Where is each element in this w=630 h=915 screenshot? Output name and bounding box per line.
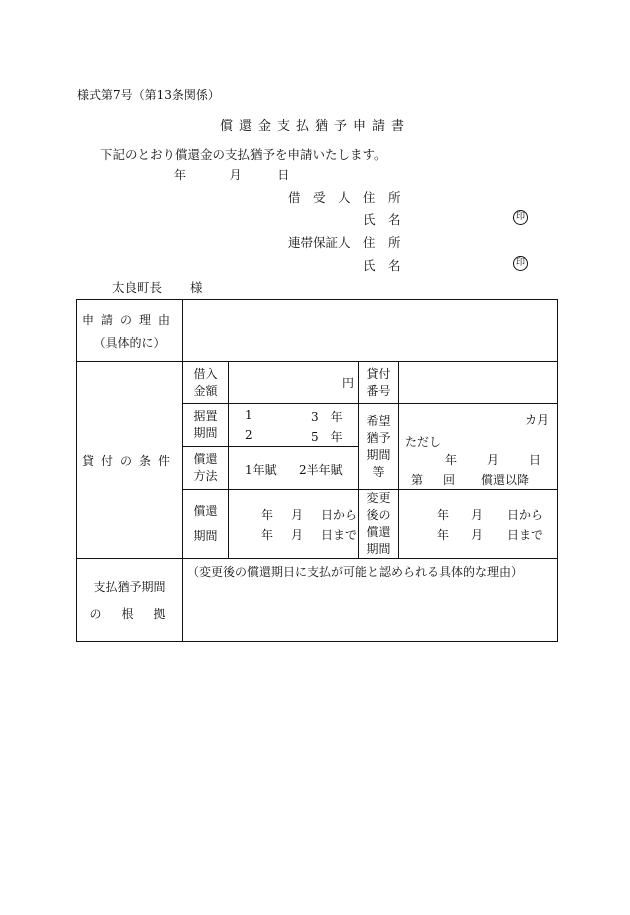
- grounds-input-cell[interactable]: [183, 559, 558, 642]
- spacer: [183, 520, 228, 528]
- installment-kai: 回: [443, 472, 456, 487]
- borrower-name-label: 氏 名: [363, 212, 401, 227]
- changed-until-year: 年: [437, 528, 450, 542]
- grace-option-2: 2: [245, 428, 253, 442]
- repay-method-yearly: 1年賦: [245, 463, 277, 477]
- repay-method-options[interactable]: [229, 447, 359, 490]
- changed-from-label: 日から: [507, 508, 544, 522]
- repay-until-label: 日まで: [321, 528, 358, 542]
- however-label: ただし: [405, 434, 442, 449]
- document-title: 償還金支払猶予申請書: [219, 119, 410, 134]
- conditions-label: 貸付の条件: [77, 362, 183, 559]
- borrower-address-label: 住 所: [363, 190, 401, 205]
- date-year: 年: [174, 168, 187, 182]
- guarantor-address-label: 住 所: [363, 235, 401, 250]
- grounds-label-line1: 支払猶予期間: [93, 580, 166, 594]
- guarantor-label: 連帯保証人: [288, 235, 351, 250]
- application-date: [174, 166, 289, 183]
- repay-method-label-line2: 方法: [193, 469, 218, 483]
- addressee-name: 太良町長: [112, 280, 163, 295]
- repay-until-year: 年: [261, 528, 274, 542]
- borrower-label: 借 受 人: [288, 190, 351, 205]
- deferral-year: 年: [445, 452, 458, 467]
- loan-amount-label: [183, 362, 229, 404]
- repay-from-year: 年: [261, 508, 274, 522]
- loan-number-input[interactable]: [399, 362, 558, 404]
- repay-period-input[interactable]: [229, 490, 359, 559]
- repay-until-month: 月: [291, 528, 304, 542]
- guarantor-name-label: 氏 名: [363, 258, 401, 273]
- repay-method-label-line1: 償還: [193, 452, 218, 466]
- repay-period-label: [183, 490, 229, 559]
- repay-method-label: [183, 447, 229, 490]
- changed-period-label-line1: 変更: [366, 491, 391, 505]
- borrower-seal-icon: 印: [513, 210, 528, 225]
- repay-period-label-line1: 償還: [193, 504, 218, 518]
- date-month: 月: [229, 168, 242, 182]
- desired-deferral-input[interactable]: [399, 404, 558, 490]
- months-unit: カ月: [524, 412, 549, 427]
- yen-unit: 円: [341, 376, 354, 390]
- grounds-label-cell: [77, 559, 183, 642]
- grace-period-label-line1: 据置: [193, 409, 218, 423]
- changed-period-label: [359, 490, 399, 559]
- addressee-honorific: 様: [189, 280, 203, 295]
- changed-period-label-line4: 期間: [366, 542, 391, 556]
- installment-dai: 第: [411, 472, 424, 487]
- grace-period-label: [183, 404, 229, 447]
- reason-label-cell: [77, 300, 183, 362]
- deferral-month: 月: [487, 452, 500, 467]
- desired-deferral-label-line1: 希望: [366, 413, 391, 428]
- grace-period-options[interactable]: [229, 404, 359, 447]
- changed-period-input[interactable]: [399, 490, 558, 559]
- repay-from-label: 日から: [321, 508, 358, 522]
- installment-after: 償還以降: [481, 472, 530, 487]
- grounds-note: （変更後の償還期日に支払が可能と認められる具体的な理由）: [187, 565, 524, 579]
- grace-option-1-years: 3 年: [311, 410, 343, 424]
- desired-deferral-label-line3: 期間: [366, 447, 391, 462]
- loan-amount-label-line2: 金額: [193, 383, 218, 398]
- loan-number-label-line1: 貸付: [366, 366, 391, 381]
- grace-option-1: 1: [245, 408, 253, 422]
- loan-amount-input[interactable]: [229, 362, 359, 404]
- application-table: [76, 299, 558, 642]
- guarantor-seal-icon: 印: [513, 256, 528, 271]
- intro-text: 下記のとおり償還金の支払猶予を申請いたします。: [100, 147, 387, 162]
- changed-until-label: 日まで: [507, 528, 544, 542]
- addressee: [112, 278, 203, 296]
- changed-until-month: 月: [471, 528, 484, 542]
- date-day: 日: [277, 168, 290, 182]
- reason-label: 申請の理由: [81, 312, 177, 327]
- reason-input-cell[interactable]: [183, 300, 558, 362]
- changed-from-month: 月: [471, 508, 484, 522]
- loan-number-label-line2: 番号: [366, 383, 391, 398]
- grace-period-label-line2: 期間: [193, 426, 218, 440]
- form-number-label: 様式第7号（第13条関係）: [77, 88, 220, 102]
- loan-number-label: [359, 362, 399, 404]
- desired-deferral-label: [359, 404, 399, 490]
- loan-amount-label-line1: 借入: [193, 366, 218, 381]
- grounds-label-line2: の 根 拠: [89, 607, 170, 621]
- changed-period-label-line2: 後の: [366, 508, 391, 522]
- changed-period-label-line3: 償還: [366, 525, 391, 539]
- repay-from-month: 月: [291, 508, 304, 522]
- deferral-day: 日: [529, 452, 542, 467]
- grace-option-2-years: 5 年: [311, 430, 343, 444]
- desired-deferral-label-line4: 等: [372, 464, 385, 479]
- desired-deferral-label-line2: 猶予: [366, 430, 391, 445]
- repay-period-label-line2: 期間: [193, 529, 218, 543]
- reason-sub-label: （具体的に）: [93, 335, 166, 350]
- repay-method-half-yearly: 2半年賦: [299, 463, 343, 477]
- changed-from-year: 年: [437, 508, 450, 522]
